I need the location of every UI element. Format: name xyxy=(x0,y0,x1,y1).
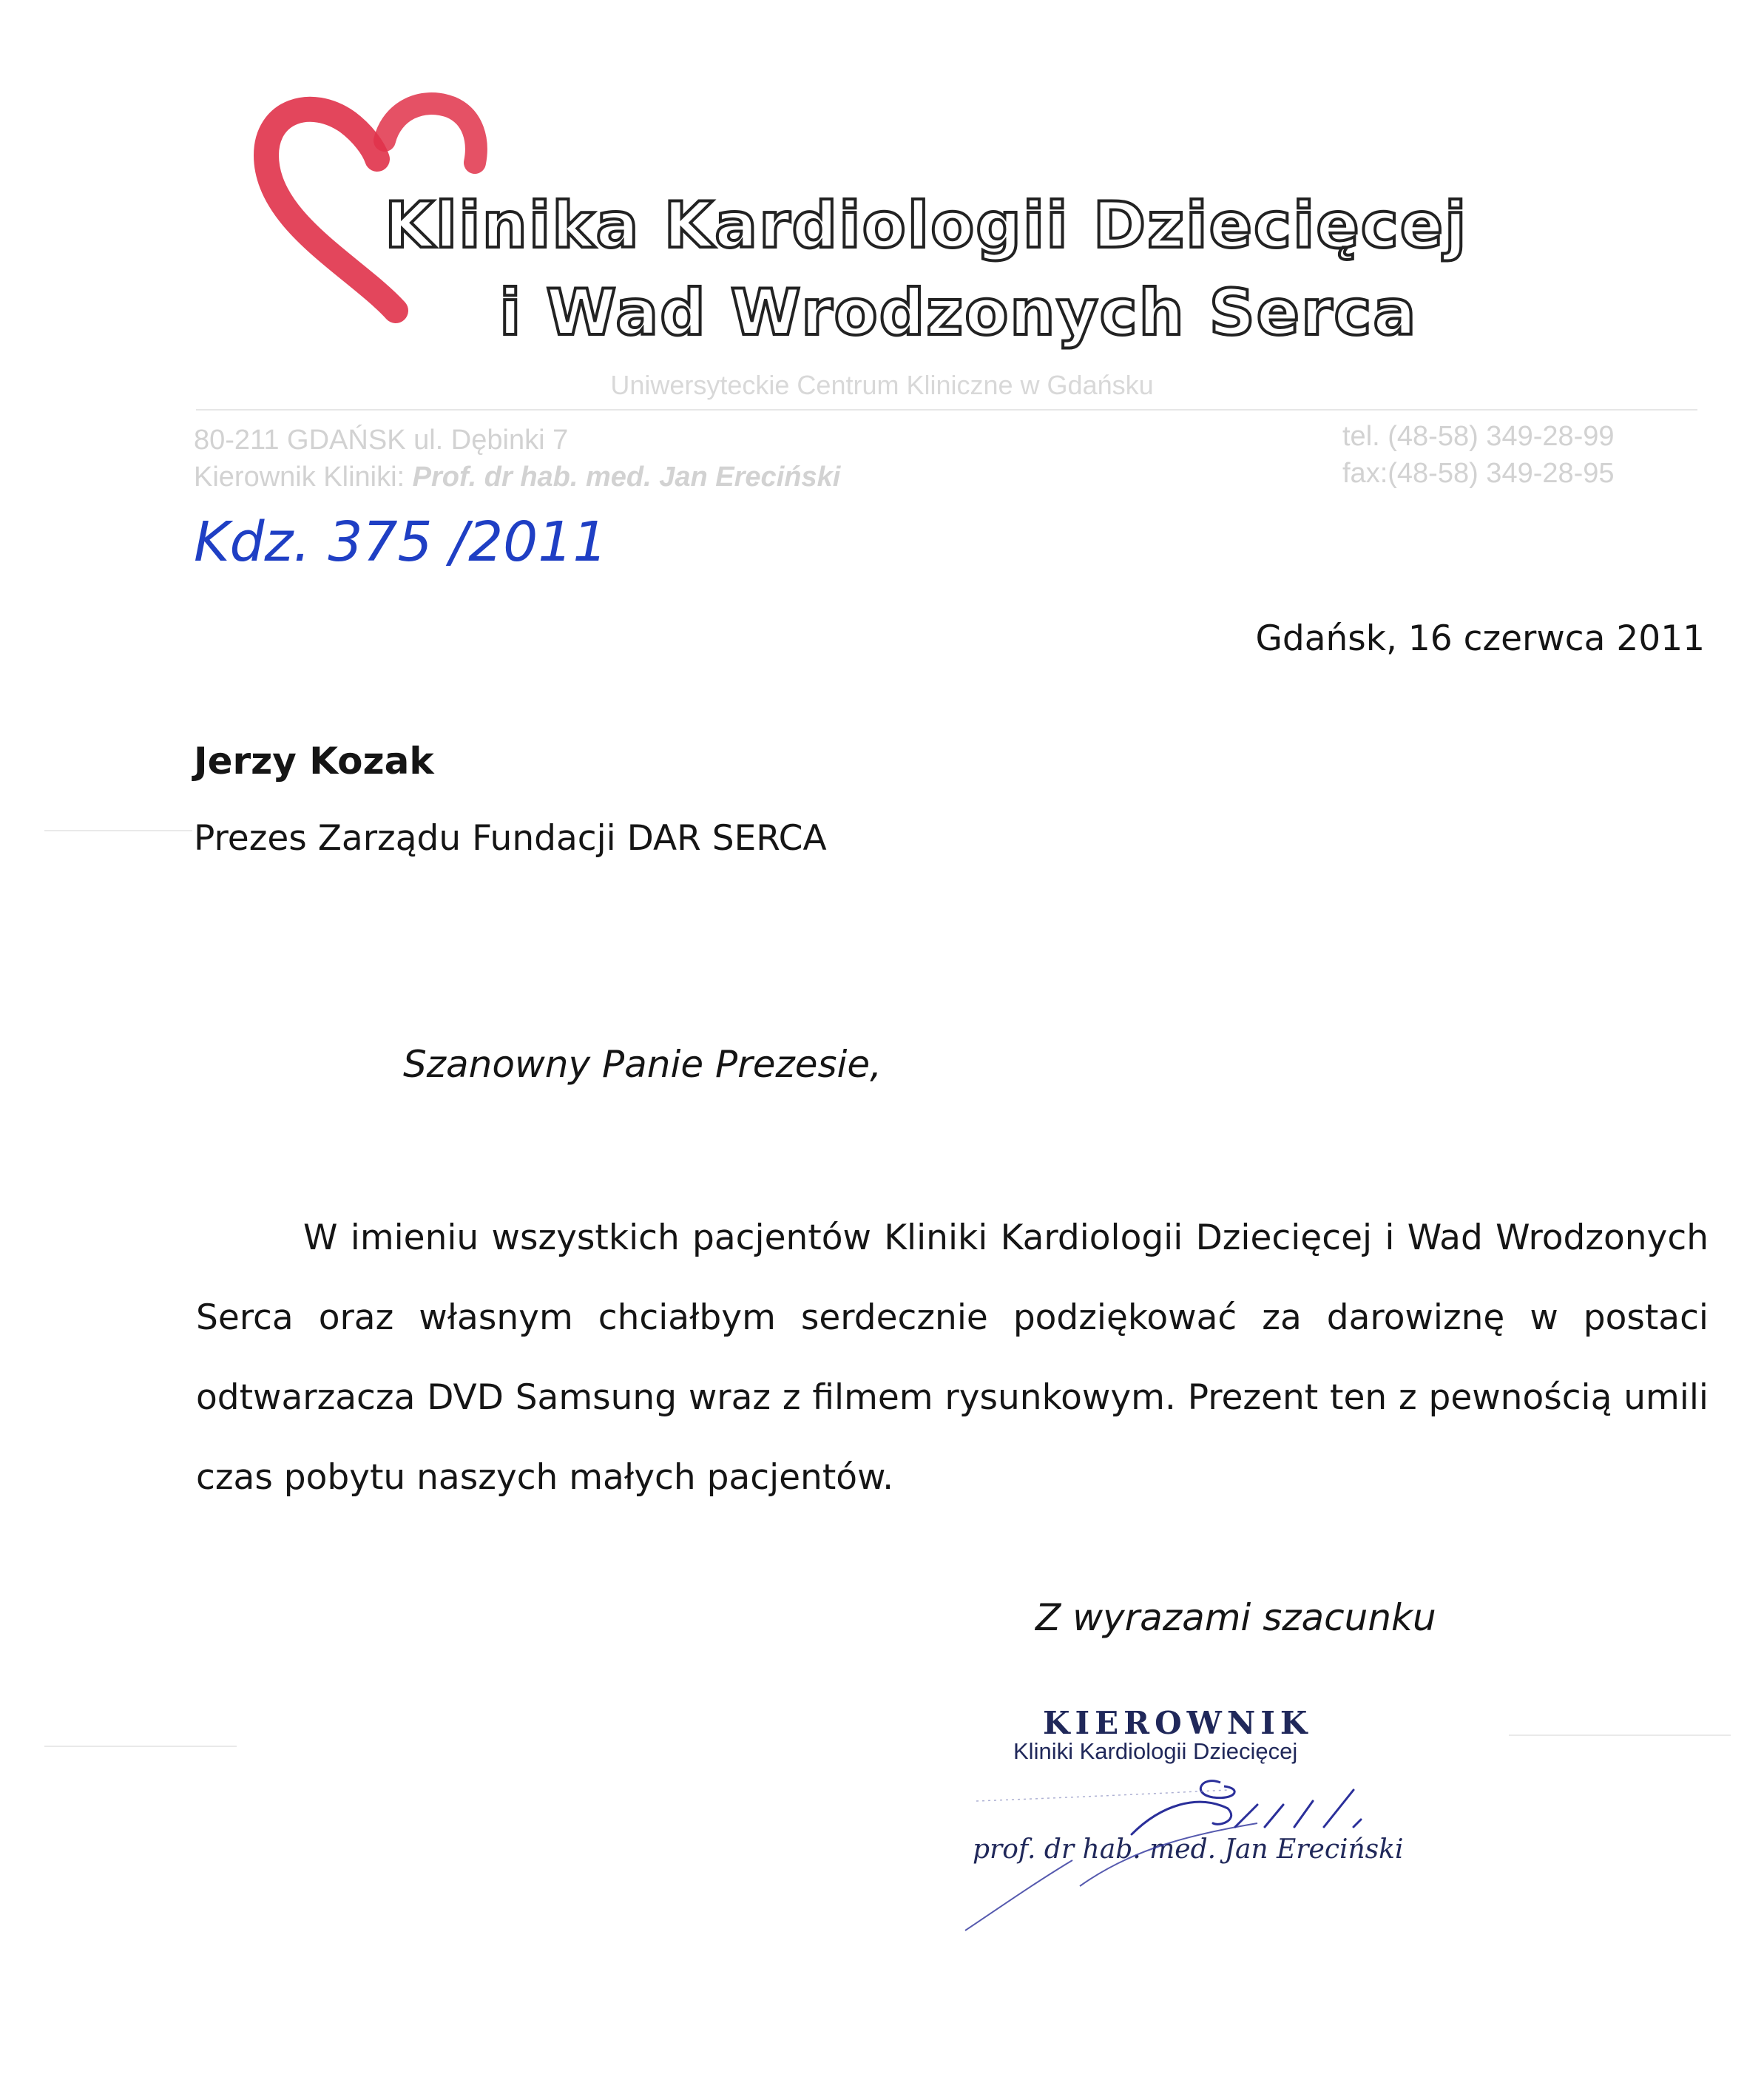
clinic-title-line1: Klinika Kardiologii Dziecięcej xyxy=(385,189,1468,263)
clinic-head-label: Kierownik Kliniki: xyxy=(194,462,405,493)
clinic-subtitle: Uniwersyteckie Centrum Kliniczne w Gdańsku xyxy=(610,370,1154,400)
recipient-name: Jerzy Kozak xyxy=(194,740,434,783)
recipient-role: Prezes Zarządu Fundacji DAR SERCA xyxy=(194,818,827,859)
clinic-fax: fax:(48-58) 349-28-95 xyxy=(1342,458,1615,489)
closing: Z wyrazami szacunku xyxy=(1035,1596,1436,1639)
clinic-tel: tel. (48-58) 349-28-99 xyxy=(1342,421,1615,452)
stamp-subtitle: Kliniki Kardiologii Dziecięcej xyxy=(1013,1738,1298,1764)
letterhead-divider xyxy=(196,409,1697,411)
stamp-signatory: prof. dr hab. med. Jan Ereciński xyxy=(973,1834,1404,1865)
clinic-address: 80-211 GDAŃSK ul. Dębinki 7 xyxy=(194,425,569,456)
stamp-title: KIEROWNIK xyxy=(1043,1705,1313,1741)
clinic-contact-block xyxy=(1342,418,1615,492)
letter-date: Gdańsk, 16 czerwca 2011 xyxy=(1255,618,1705,659)
clinic-head xyxy=(194,459,840,496)
clinic-head-name: Prof. dr hab. med. Jan Ereciński xyxy=(412,462,841,493)
handwritten-reference: Kdz. 375 /2011 xyxy=(194,510,608,574)
scan-artifact-line-left xyxy=(44,1746,237,1747)
clinic-title-line2: i Wad Wrodzonych Serca xyxy=(499,276,1418,350)
scan-artifact-line-right xyxy=(1509,1734,1731,1736)
clinic-address-block xyxy=(194,422,840,496)
handwritten-signature xyxy=(910,1723,1427,1945)
scan-artifact-line xyxy=(44,830,192,831)
salutation: Szanowny Panie Prezesie, xyxy=(403,1043,882,1086)
letter-body: W imieniu wszystkich pacjentów Kliniki Kardiologii Dziecięcej i Wad Wrodzonych Serca oraz własnym chciałbym serdecznie podziękować za darowiznę w postaci odtwarzacza DVD Samsung wraz z filmem rysunkowym. Prezent ten z pewnością umili czas pobytu naszych małych pacjentów. xyxy=(196,1217,1709,1498)
